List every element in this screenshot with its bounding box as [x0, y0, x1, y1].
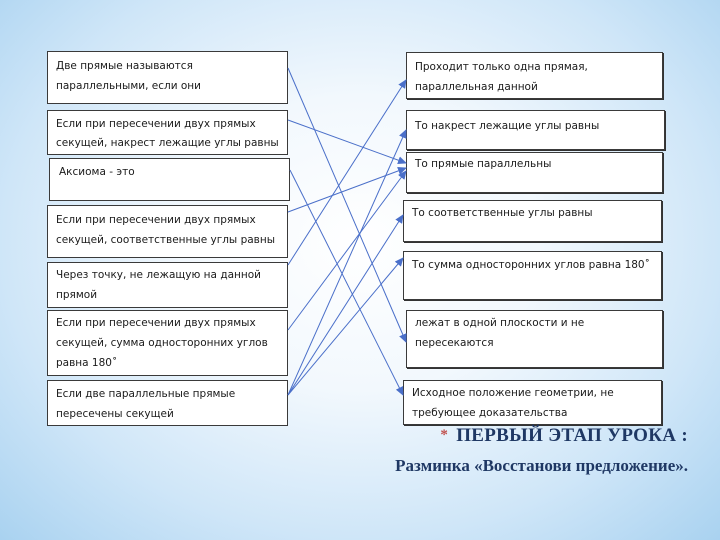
connection-arrows — [288, 68, 406, 395]
left-statement-text: Если при пересечении двух прямых секущей, накрест лежащие углы равны — [56, 118, 279, 149]
left-statement-2[interactable] — [47, 110, 288, 155]
left-statement-1[interactable] — [47, 51, 288, 104]
arrow-l7-to-r5 — [288, 258, 403, 395]
left-statement-6[interactable] — [47, 310, 288, 376]
left-statement-text: Аксиома - это — [59, 166, 135, 178]
slide-subtitle: Разминка «Восстанови предложение». — [395, 456, 688, 475]
left-statement-text: Две прямые называются параллельными, если они — [56, 60, 201, 92]
right-statement-7[interactable] — [403, 380, 662, 425]
right-statement-3[interactable] — [406, 152, 663, 193]
arrow-l5-to-r1 — [288, 80, 406, 265]
right-statement-text: То накрест лежащие углы равны — [415, 120, 600, 132]
left-statement-3[interactable] — [49, 158, 290, 201]
right-statement-text: Исходное положение геометрии, не требующее доказательства — [412, 387, 614, 419]
left-statement-text: Если при пересечении двух прямых секущей, соответственные углы равны — [56, 214, 276, 246]
right-statement-2[interactable] — [406, 110, 665, 150]
arrow-l4-to-r3 — [288, 168, 406, 212]
right-statement-4[interactable] — [403, 200, 662, 242]
right-statement-text: То прямые параллельны — [415, 158, 552, 170]
left-statement-text: Если две параллельные прямые пересечены секущей — [56, 388, 236, 420]
slide-title — [440, 425, 688, 447]
slide-title-text: ПЕРВЫЙ ЭТАП УРОКА : — [456, 425, 688, 446]
arrow-l3-to-r7 — [290, 170, 403, 395]
right-statement-5[interactable] — [403, 251, 662, 300]
left-statement-7[interactable] — [47, 380, 288, 426]
right-statement-1[interactable] — [406, 52, 663, 99]
left-statement-4[interactable] — [47, 205, 288, 258]
left-statement-5[interactable] — [47, 262, 288, 308]
right-statement-text: То сумма односторонних углов равна 180˚ — [412, 259, 650, 271]
right-statement-6[interactable] — [406, 310, 663, 368]
left-statement-text: Через точку, не лежащую на данной прямой — [56, 269, 261, 301]
right-statement-text: лежат в одной плоскости и не пересекаются — [415, 317, 585, 349]
arrow-l6-to-r3 — [288, 171, 406, 330]
arrow-l1-to-r6 — [288, 68, 406, 342]
right-statement-text: То соответственные углы равны — [412, 207, 593, 219]
arrow-l7-to-r2 — [288, 130, 406, 395]
arrow-l2-to-r3 — [288, 120, 406, 163]
left-statement-text: Если при пересечении двух прямых секущей, сумма односторонних углов равна 180˚ — [56, 317, 268, 369]
right-statement-text: Проходит только одна прямая, параллельная данной — [415, 61, 588, 93]
bullet-icon: * — [440, 427, 449, 443]
arrow-l7-to-r4 — [288, 215, 403, 395]
